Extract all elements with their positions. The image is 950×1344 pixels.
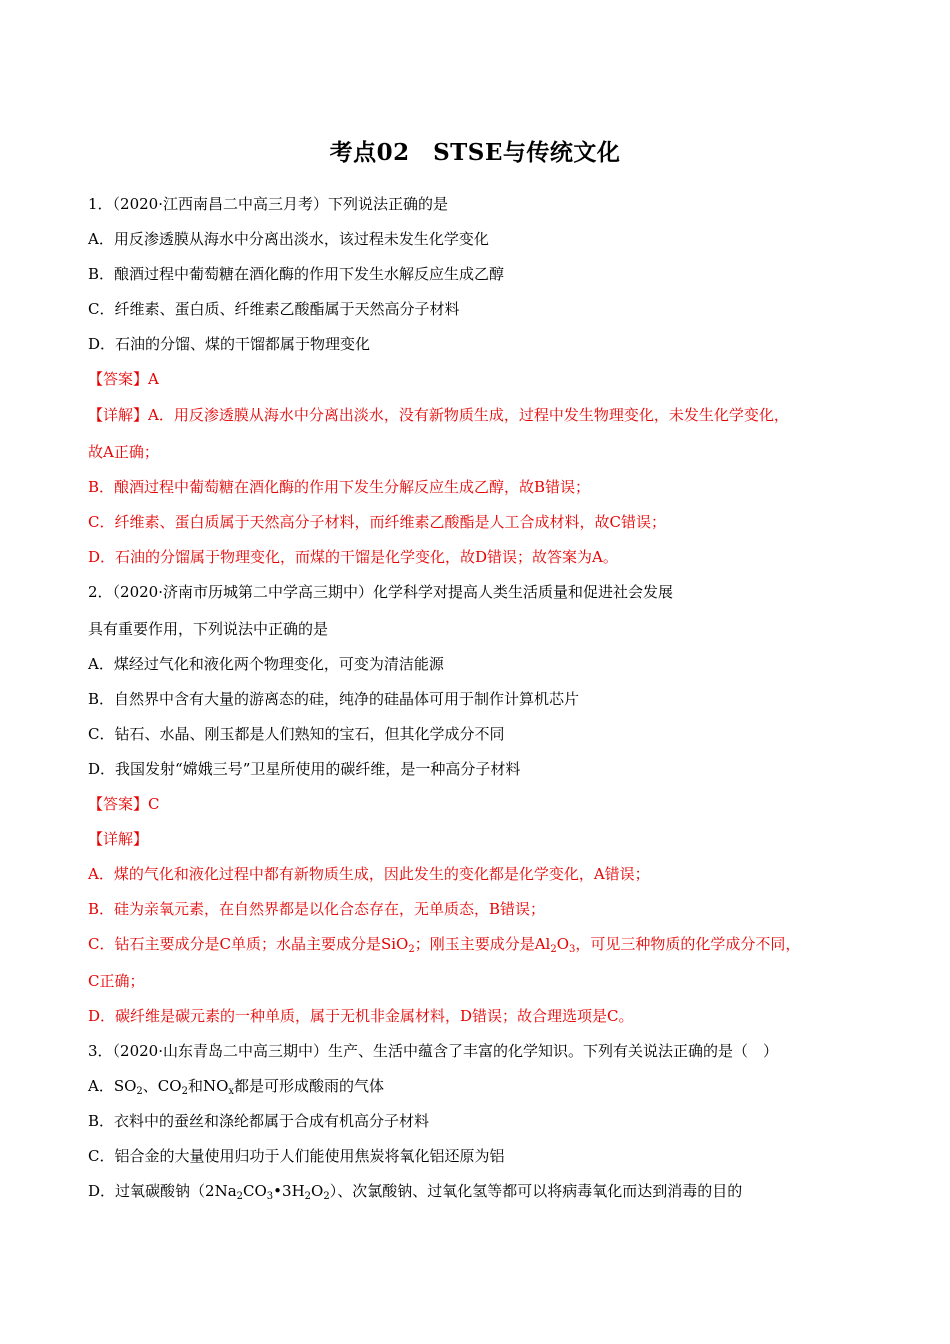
q2-explain-c-cont: C正确； [88,972,145,990]
q1-option-d: D．石油的分馏、煤的干馏都属于物理变化 [88,335,371,353]
q3-option-d: D．过氧碳酸钠$(2Na_2CO_3•3H_2O_2)$、次氯酸钠、过氧化氢等都可以将病毒氧化而达到消毒的目的 [88,1182,743,1202]
q2-explain-c: C．钻石主要成分是C单质；水晶主要成分是SiO$_2$；刚玉主要成分是$Al_2O_3$，可见三种物质的化学成分不同， [88,935,801,955]
q1-stem: 1．（2020·江西南昌二中高三月考）下列说法正确的是 [88,195,448,213]
q3-option-a: A．$SO_2$、$CO_2$和$NO_x$都是可形成酸雨的气体 [88,1077,385,1097]
q2-explain-a: A．煤的气化和液化过程中都有新物质生成，因此发生的变化都是化学变化，A错误； [88,865,650,883]
q1-explain-1b: 故A正确； [88,443,159,461]
q1-answer: 【答案】A [88,370,159,388]
q1-explain-1: 【详解】A．用反渗透膜从海水中分离出淡水，没有新物质生成，过程中发生物理变化，未发生化学变化， [88,406,789,424]
q2-explain-head: 【详解】 [88,830,149,848]
q2-stem-2: 具有重要作用，下列说法中正确的是 [88,620,329,638]
q1-explain-3: C．纤维素、蛋白质属于天然高分子材料，而纤维素乙酸酯是人工合成材料，故C错误； [88,513,666,531]
q2-answer: 【答案】C [88,795,160,813]
q3-option-b: B．衣料中的蚕丝和涤纶都属于合成有机高分子材料 [88,1112,430,1130]
q3-option-c: C．铝合金的大量使用归功于人们能使用焦炭将氧化铝还原为铝 [88,1147,505,1165]
q2-explain-b: B．硅为亲氧元素，在自然界都是以化合态存在，无单质态，B错误； [88,900,546,918]
q2-option-b: B．自然界中含有大量的游离态的硅，纯净的硅晶体可用于制作计算机芯片 [88,690,580,708]
q2-option-a: A．煤经过气化和液化两个物理变化，可变为清洁能源 [88,655,444,673]
q2-option-d: D．我国发射“嫦娥三号”卫星所使用的碳纤维，是一种高分子材料 [88,760,521,778]
q2-stem-1: 2．（2020·济南市历城第二中学高三期中）化学科学对提高人类生活质量和促进社会发展 [88,583,673,601]
q2-option-c: C．钻石、水晶、刚玉都是人们熟知的宝石，但其化学成分不同 [88,725,505,743]
q3-stem: 3．（2020·山东青岛二中高三期中）生产、生活中蕴含了丰富的化学知识。下列有关说法正确的是（ ） [88,1042,778,1060]
q1-option-b: B．酿酒过程中葡萄糖在酒化酶的作用下发生水解反应生成乙醇 [88,265,505,283]
q1-explain-4: D．石油的分馏属于物理变化，而煤的干馏是化学变化，故D错误；故答案为A。 [88,548,618,566]
q1-option-a: A．用反渗透膜从海水中分离出淡水，该过程未发生化学变化 [88,230,489,248]
q1-explain-2: B．酿酒过程中葡萄糖在酒化酶的作用下发生分解反应生成乙醇，故B错误； [88,478,591,496]
q1-option-c: C．纤维素、蛋白质、纤维素乙酸酯属于天然高分子材料 [88,300,460,318]
page-title: 考点02 STSE与传统文化 [329,139,621,166]
q2-explain-d: D．碳纤维是碳元素的一种单质，属于无机非金属材料，D错误；故合理选项是C。 [88,1007,634,1025]
